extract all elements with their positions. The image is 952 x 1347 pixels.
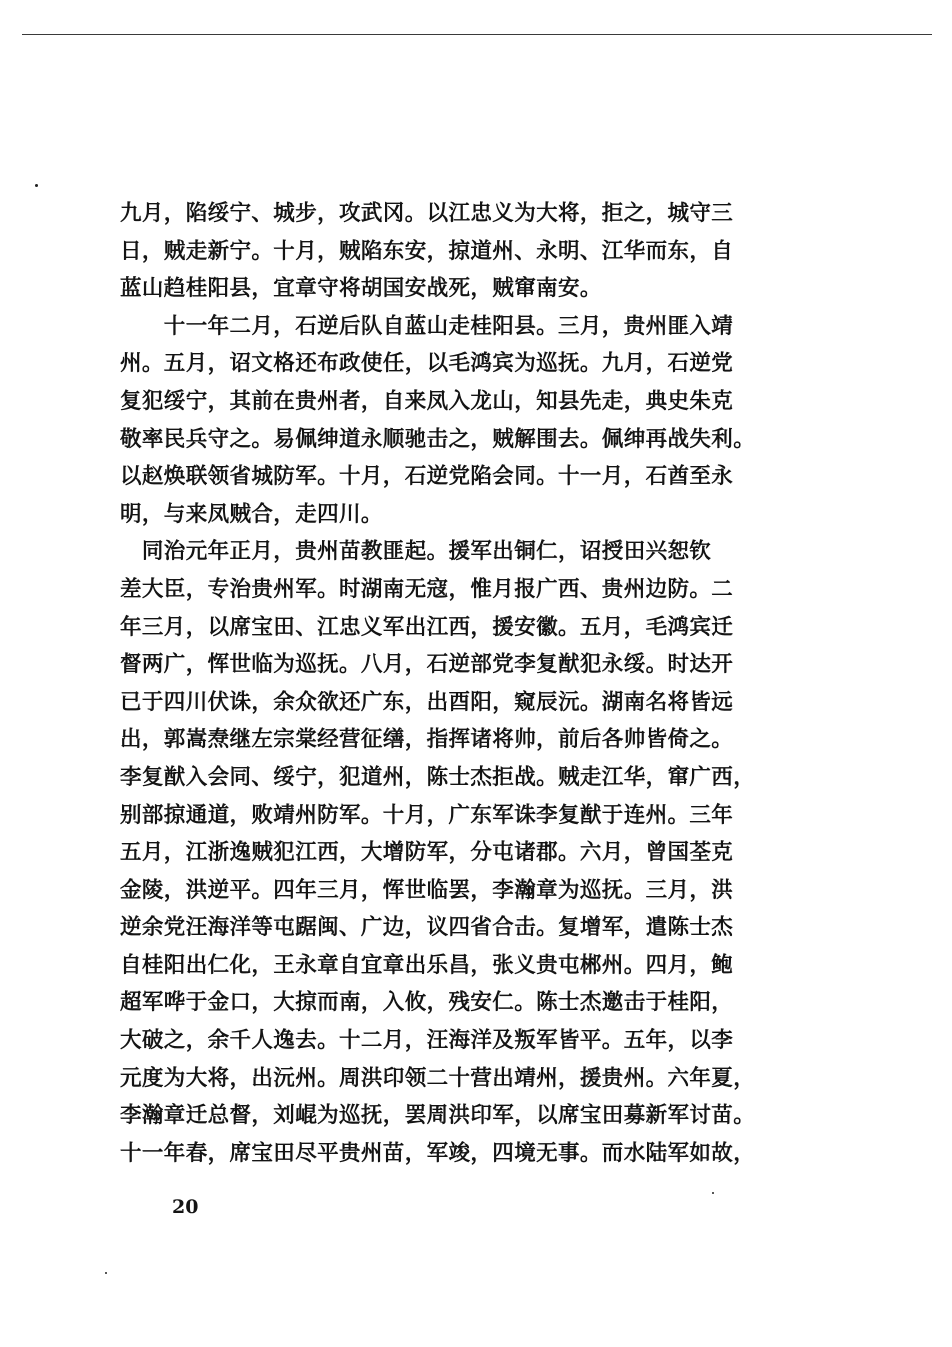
text-line: 州。五月，诏文格还布政使任，以毛鸿宾为巡抚。九月，石逆党 <box>120 351 734 377</box>
text-line: 复犯绥宁，其前在贵州者，自来凤入龙山，知县先走，典史朱克 <box>120 388 734 414</box>
text-line: 大破之，余千人逸去。十二月，汪海洋及叛军皆平。五年，以李 <box>120 1028 734 1054</box>
text-line: 别部掠通道，败靖州防军。十月，广东军诛李复猷于连州。三年 <box>120 802 734 828</box>
text-line: 出，郭嵩焘继左宗棠经营征缮，指挥诸将帅，前后各帅皆倚之。 <box>120 727 734 753</box>
text-line: 蓝山趋桂阳县，宜章守将胡国安战死，贼窜南安。 <box>120 276 602 302</box>
text-line: 逆余党汪海洋等屯踞闽、广边，议四省合击。复增军，遣陈士杰 <box>120 915 734 941</box>
text-line: 日，贼走新宁。十月，贼陷东安，掠道州、永明、江华而东，自 <box>120 238 734 264</box>
text-line: 元度为大将，出沅州。周洪印领二十营出靖州，援贵州。六年夏， <box>120 1065 756 1091</box>
scan-speck <box>105 1272 107 1274</box>
scan-speck <box>35 184 38 187</box>
page-number: 20 <box>172 1196 199 1218</box>
text-line: 十一年春，席宝田尽平贵州苗，军竣，四境无事。而水陆军如故， <box>120 1140 756 1166</box>
text-line: 超军哗于金口，大掠而南，入攸，残安仁。陈士杰邀击于桂阳， <box>120 990 734 1016</box>
text-line: 年三月，以席宝田、江忠义军出江西，援安徽。五月，毛鸿宾迁 <box>120 614 734 640</box>
text-line: 明，与来凤贼合，走四川。 <box>120 501 383 527</box>
body-text <box>120 195 810 1172</box>
text-line: 同治元年正月，贵州苗教匪起。援军出铜仁，诏授田兴恕钦 <box>120 539 712 565</box>
text-line: 敬率民兵守之。易佩绅道永顺驰击之，贼解围去。佩绅再战失利。 <box>120 426 756 452</box>
text-line: 金陵，洪逆平。四年三月，恽世临罢，李瀚章为巡抚。三月，洪 <box>120 877 734 903</box>
text-line: 李瀚章迁总督，刘崐为巡抚，罢周洪印军，以席宝田募新军讨苗。 <box>120 1103 756 1129</box>
text-line: 九月，陷绥宁、城步，攻武冈。以江忠义为大将，拒之，城守三 <box>120 201 734 226</box>
text-line: 以赵焕联领省城防军。十月，石逆党陷会同。十一月，石酋至永 <box>120 464 734 490</box>
top-rule <box>22 34 932 35</box>
text-line: 督两广，恽世临为巡抚。八月，石逆部党李复猷犯永绥。时达开 <box>120 652 734 678</box>
text-line: 五月，江浙逸贼犯江西，大增防军，分屯诸郡。六月，曾国荃克 <box>120 840 734 866</box>
text-line: 差大臣，专治贵州军。时湖南无寇，惟月报广西、贵州边防。二 <box>120 576 734 602</box>
text-line: 自桂阳出仁化，王永章自宜章出乐昌，张义贵屯郴州。四月，鲍 <box>120 952 734 978</box>
scan-speck <box>712 1192 714 1194</box>
text-line: 李复猷入会同、绥宁，犯道州，陈士杰拒战。贼走江华，窜广西， <box>120 764 756 790</box>
text-line: 十一年二月，石逆后队自蓝山走桂阳县。三月，贵州匪入靖 <box>120 313 734 339</box>
text-line: 已于四川伏诛，余众欲还广东，出酉阳，窥辰沅。湖南名将皆远 <box>120 689 734 715</box>
